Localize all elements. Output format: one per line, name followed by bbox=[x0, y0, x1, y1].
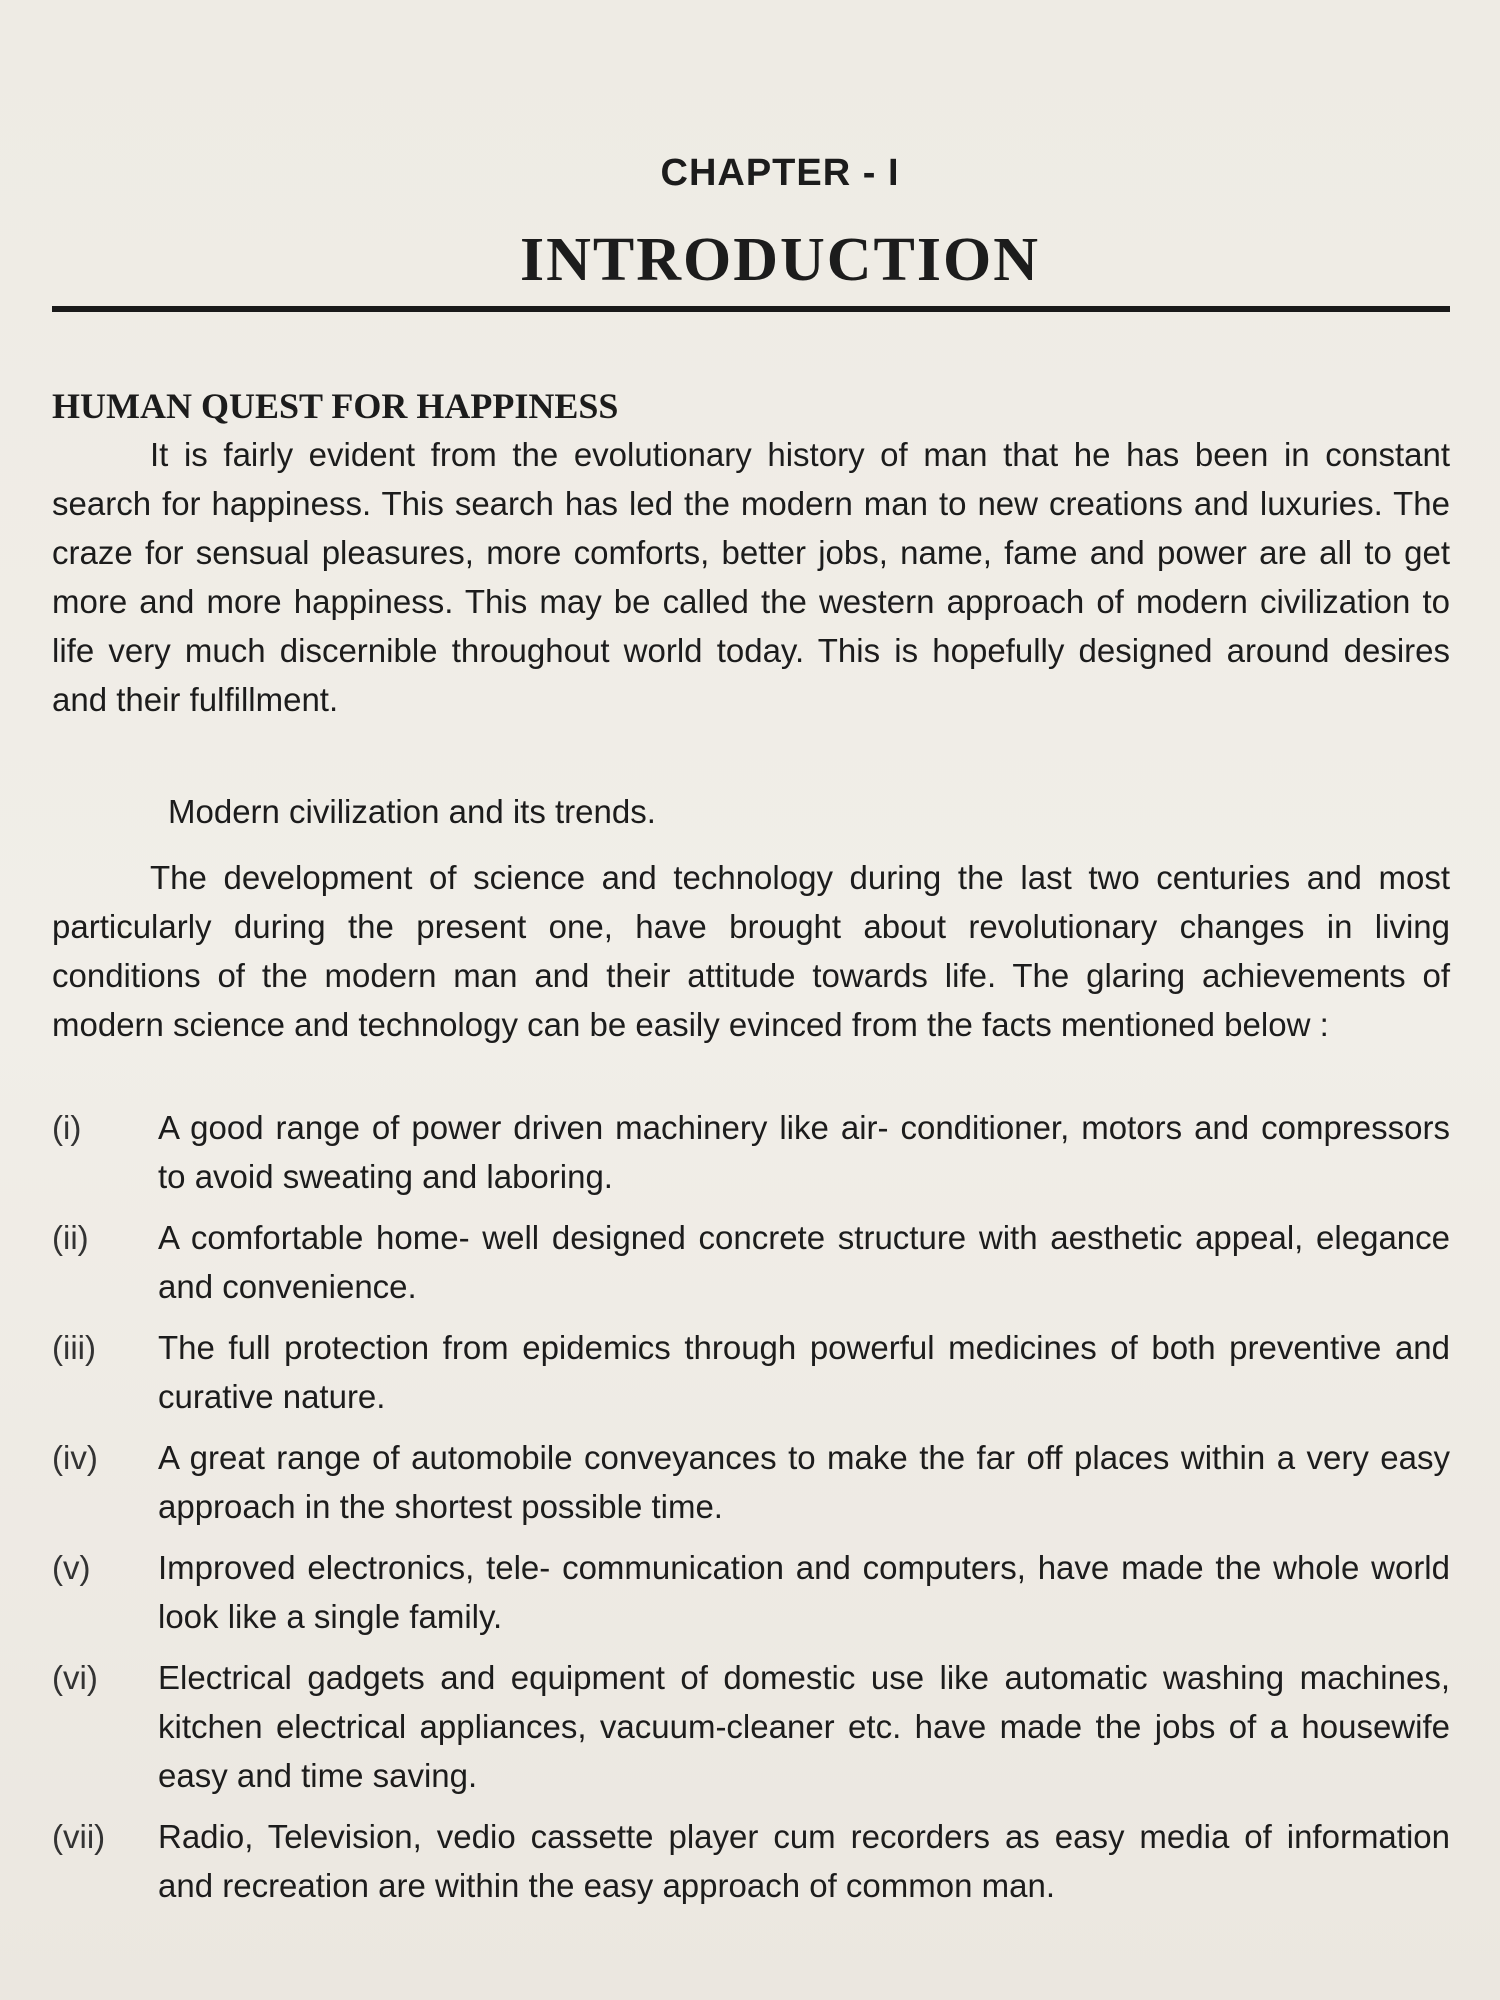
list-item bbox=[52, 1543, 1450, 1641]
list-item bbox=[52, 1812, 1450, 1910]
achievements-list bbox=[52, 1103, 1450, 1922]
list-item-text: The full protection from epidemics through powerful medicines of both preventive and curative nature. bbox=[158, 1329, 1450, 1415]
list-item-number: (ii) bbox=[52, 1219, 89, 1256]
paragraph-intro: It is fairly evident from the evolutionary history of man that he has been in constant search for happiness. This search has led the modern man to new creations and luxuries. The craze for sensual pleasures, more comforts, better jobs, name, fame and power are all to get more and more happiness. This may be called the western approach of modern civilization to life very much discernible throughout world today. This is hopefully designed around desires and their fulfillment. bbox=[52, 436, 1450, 718]
chapter-title: INTRODUCTION bbox=[519, 226, 1041, 294]
list-item-number: (v) bbox=[52, 1549, 91, 1586]
list-item-number: (i) bbox=[52, 1109, 82, 1146]
list-item-number: (iii) bbox=[52, 1329, 96, 1366]
list-item bbox=[52, 1103, 1450, 1201]
chapter-label: CHAPTER - I bbox=[660, 152, 900, 194]
list-item bbox=[52, 1323, 1450, 1421]
section-heading: HUMAN QUEST FOR HAPPINESS bbox=[52, 386, 619, 426]
list-item-number: (iv) bbox=[52, 1439, 98, 1476]
title-divider bbox=[52, 306, 1450, 312]
list-item-text: Radio, Television, vedio cassette player cum recorders as easy media of information and recreation are within the easy approach of common man. bbox=[158, 1818, 1450, 1904]
list-item-text: Electrical gadgets and equipment of domestic use like automatic washing machines, kitchen electrical appliances, vacuum-cleaner etc. have made the jobs of a housewife easy and time saving. bbox=[158, 1659, 1450, 1794]
list-item bbox=[52, 1433, 1450, 1531]
list-item-text: A good range of power driven machinery like air- conditioner, motors and compressors to avoid sweating and laboring. bbox=[158, 1109, 1450, 1195]
list-item bbox=[52, 1653, 1450, 1800]
list-item-text: Improved electronics, tele- communication and computers, have made the whole world look like a single family. bbox=[158, 1549, 1450, 1635]
paragraph-development: The development of science and technology during the last two centuries and most particularly during the present one, have brought about revolutionary changes in living conditions of the modern man and their attitude towards life. The glaring achievements of modern science and technology can be easily evinced from the facts mentioned below : bbox=[52, 859, 1450, 1043]
list-item-number: (vii) bbox=[52, 1818, 106, 1855]
list-item-text: A great range of automobile conveyances to make the far off places within a very easy approach in the shortest possible time. bbox=[158, 1439, 1450, 1525]
list-item bbox=[52, 1213, 1450, 1311]
list-item-number: (vi) bbox=[52, 1659, 98, 1696]
subheading-modern-civilization: Modern civilization and its trends. bbox=[168, 793, 656, 830]
list-item-text: A comfortable home- well designed concrete structure with aesthetic appeal, elegance and convenience. bbox=[158, 1219, 1450, 1305]
